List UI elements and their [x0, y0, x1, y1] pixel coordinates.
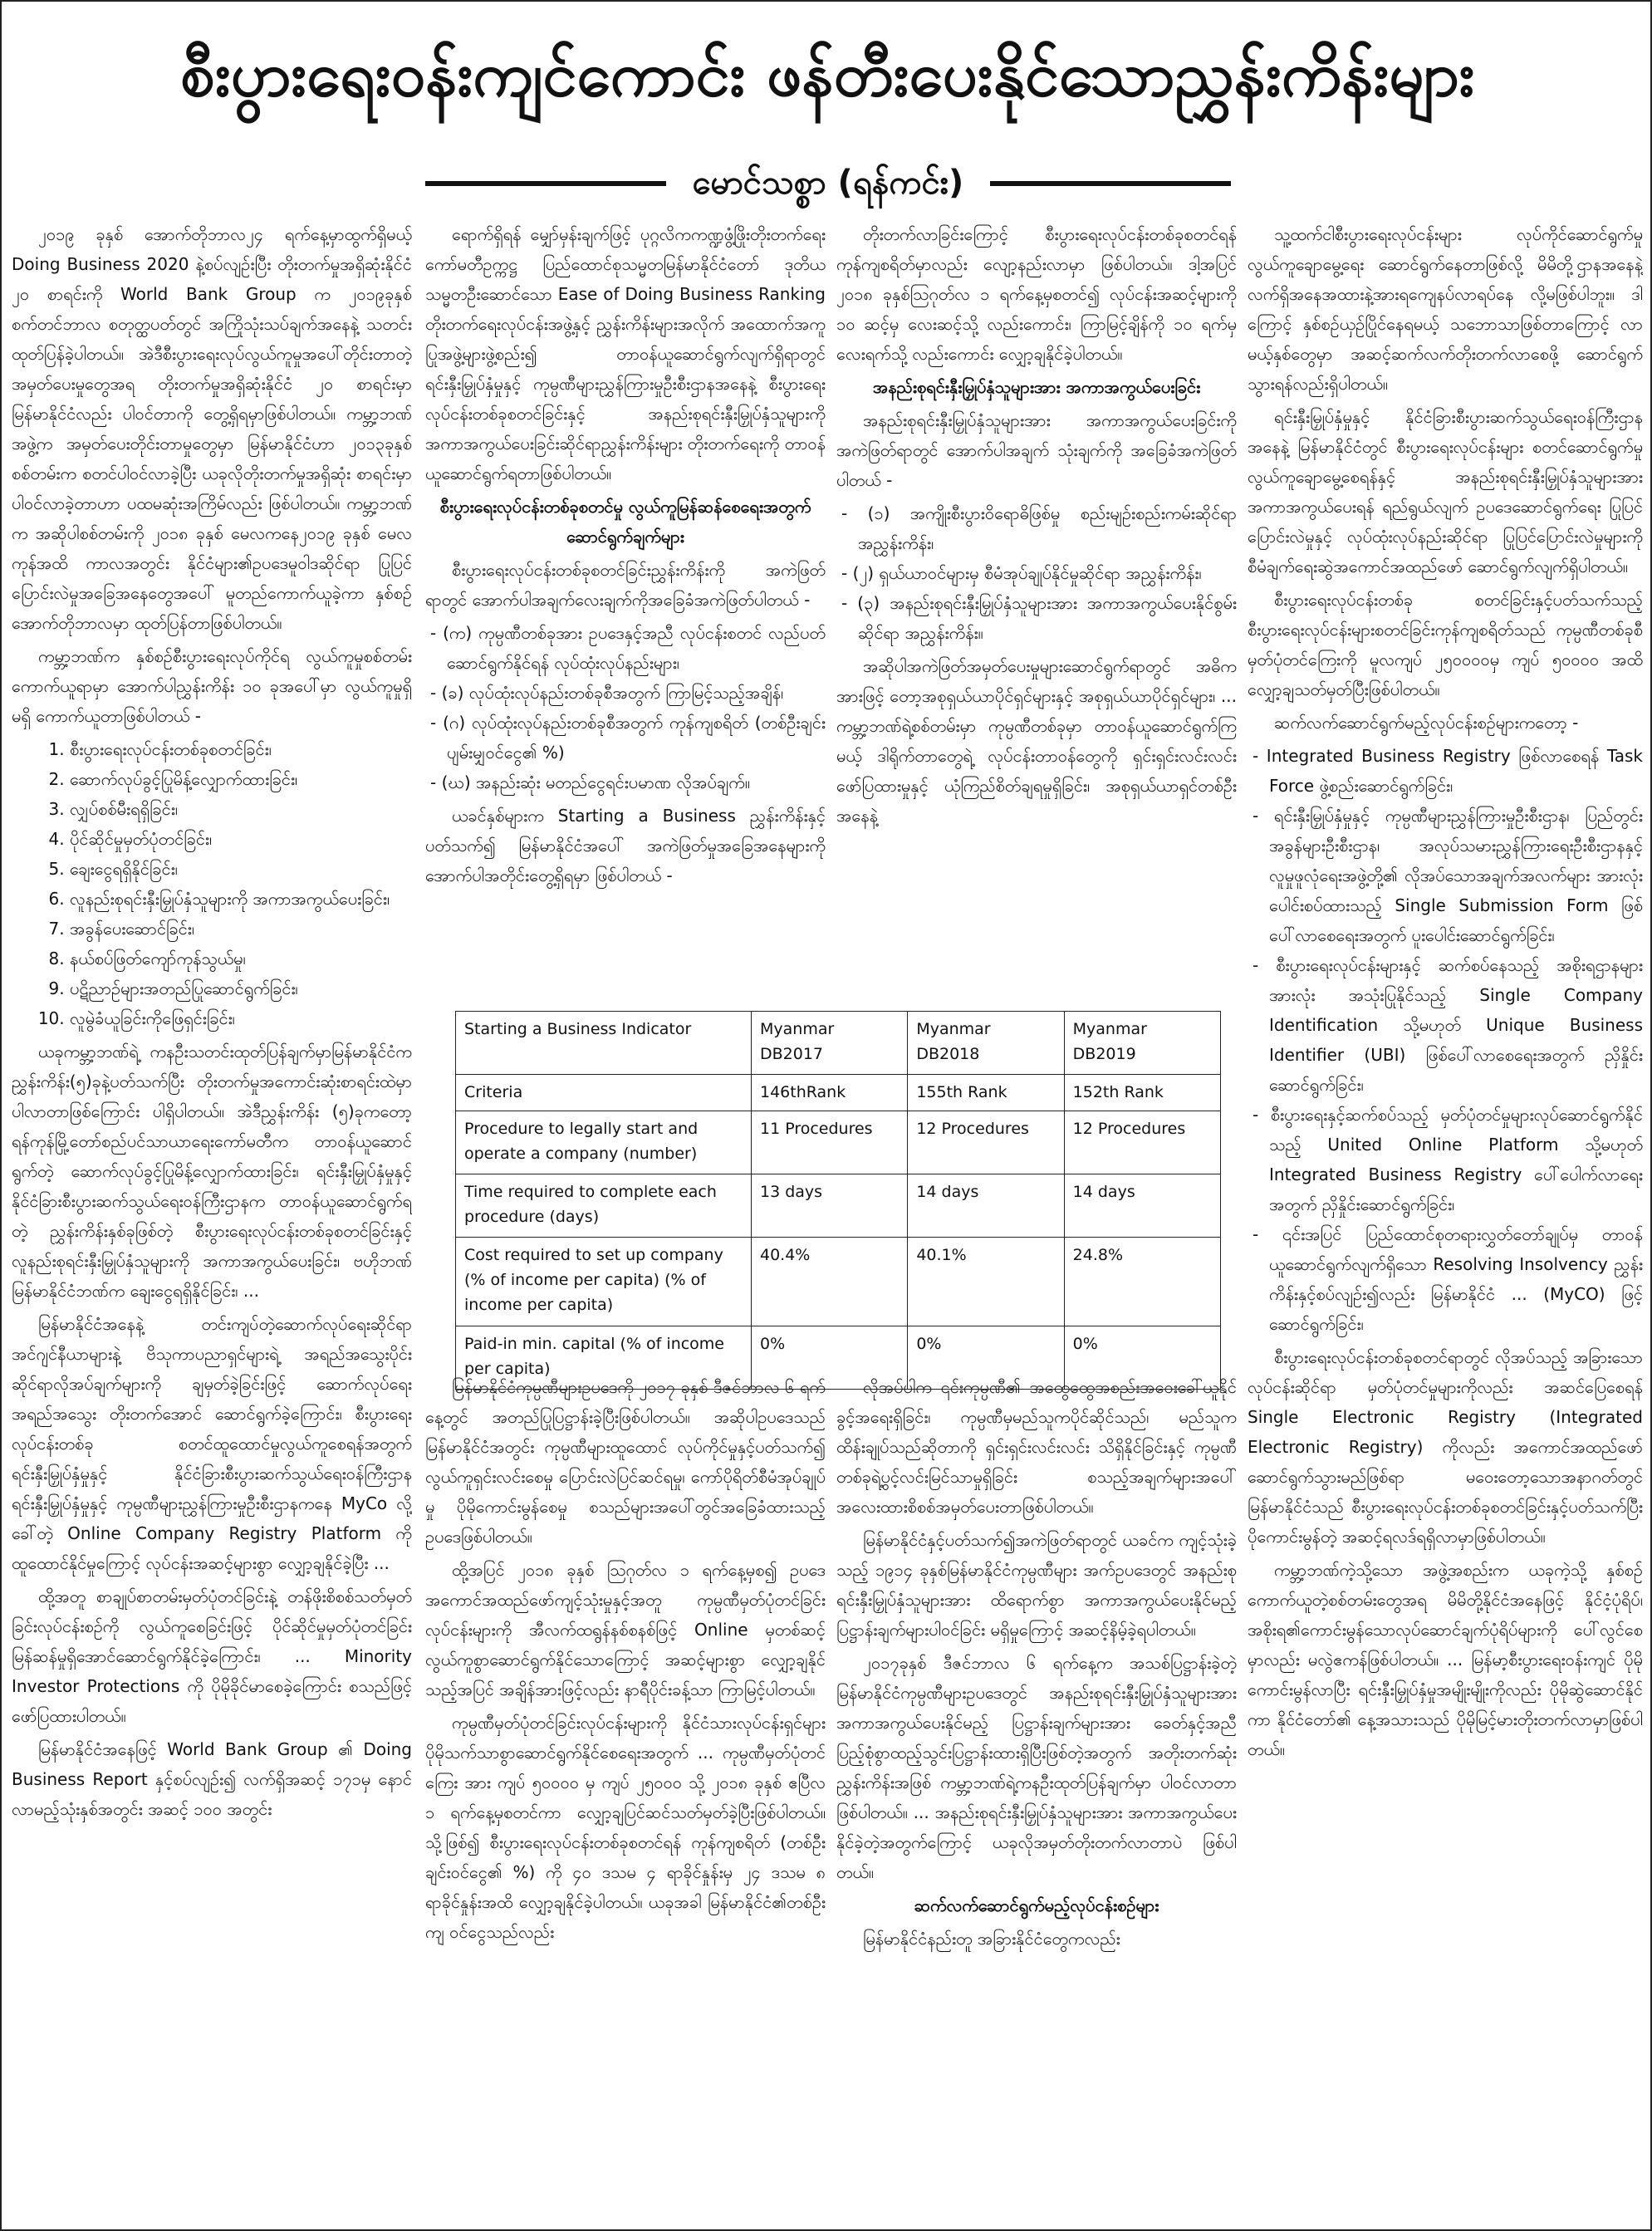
- list-item: [443, 708, 826, 767]
- paragraph: ကုမ္ပဏီမှတ်ပုံတင်ခြင်းလုပ်ငန်းများကို နိုင်ငံသားလုပ်ငန်းရှင်များ ပိုမိုသက်သာစွာဆောင်ရွက်နိုင်စေရေးအတွက် ... ကုမ္ပဏီမှတ်ပုံတင်ကြေး အား ကျပ် ၅၀၀၀၀ မှ ကျပ် ၂၅၀၀၀ သို့ ၂၀၁၈ ခုနှစ် ဧပြီလ ၁ ရက်နေ့မှစတင်ကာ လျှော့ချပြင်ဆင်သတ်မှတ်ခဲ့ပြီးဖြစ်ပါတယ်။ သို့ဖြစ်၍ စီးပွားရေးလုပ်ငန်းတစ်ခုစတင်ရန် ကုန်ကျစရိတ် (တစ်ဦးချင်းဝင်ငွေ၏ %) ကို ၄၀ ဒသမ ၄ ရာခိုင်နှုန်းမှ ၂၄ ဒသမ ၈ ရာခိုင်နှုန်းအထိ လျှော့ချနိုင်ခဲ့ပါတယ်။ ယခုအခါ မြန်မာနိုင်ငံ၏တစ်ဦးကျ ဝင်ငွေသည်လည်း: [425, 1713, 826, 1942]
- table-cell: Procedure to legally start and operate a company (number): [456, 1111, 752, 1174]
- paragraph: ယခုကမ္ဘာ့ဘဏ်ရဲ့ ကနဦးသတင်းထုတ်ပြန်ချက်မှာမြန်မာနိုင်ငံကညွှန်းကိန်း(၅)ခုနဲ့ပတ်သက်ပြီး တိုးတက်မှုအကောင်းဆုံးစာရင်းထဲမှာ ပါလာတာဖြစ်ကြောင်း ပါရှိပါတယ်။ အဲဒီညွှန်းကိန်း (၅)ခုကတော့ ရန်ကုန်မြို့တော်စည်ပင်သာယာရေးကော်မတီက တာဝန်ယူဆောင်ရွက်တဲ့ ဆောက်လုပ်ခွင့်ပြုမိန့်လျှောက်ထားခြင်း၊ ရင်းနှီးမြှုပ်နှံမှုနှင့် နိုင်ငံခြားစီးပွားဆက်သွယ်ရေးဝန်ကြီးဌာနက တာဝန်ယူဆောင်ရွက်ရတဲ့ ညွှန်းကိန်းနှစ်ခုဖြစ်တဲ့ စီးပွားရေးလုပ်ငန်းတစ်ခုစတင်ခြင်းနှင့် လူနည်းစုရင်းနှီးမြှုပ်နှံသူများကို အကာအကွယ်ပေးခြင်း၊ ဗဟိုဘဏ်မြန်မာနိုင်ငံဘဏ်က ချေးငွေရရှိနိုင်ခြင်း၊ ...: [12, 1042, 412, 1301]
- list-item: 8. နယ်စပ်ဖြတ်ကျော်ကုန်သွယ်မှု၊: [70, 944, 412, 973]
- table-header-row: [456, 1012, 1221, 1075]
- next-steps-list: [1248, 741, 1643, 1339]
- paragraph: ရောက်ရှိရန် မျှော်မှန်းချက်ဖြင့် ပုဂ္ဂလိကကဏ္ဍဖွံ့ဖြိုးတိုးတက်ရေးကော်မတီဥက္ကဋ္ဌ ပြည်ထောင်စုသမ္မတမြန်မာနိုင်ငံတော် ဒုတိယသမ္မတဦးဆောင်သော Ease of Doing Business Ranking တိုးတက်ရေးလုပ်ငန်းအဖွဲ့နှင့် ညွှန်းကိန်းများအလိုက် အထောက်အကူပြုအဖွဲ့များဖွဲ့စည်း၍ တာဝန်ယူဆောင်ရွက်လျက်ရှိရာတွင် ရင်းနှီးမြှုပ်နှံမှုနှင့် ကုမ္ပဏီများညွှန်ကြားမှုဦးစီးဌာနအနေနဲ့ စီးပွားရေးလုပ်ငန်းတစ်ခုစတင်ခြင်းနှင့် အနည်းစုရင်းနှီးမြှုပ်နှံသူများကို အကာအကွယ်ပေးခြင်းဆိုင်ရာညွှန်းကိန်းများ တိုးတက်ရေးကို တာဝန်ယူဆောင်ရွက်ရတာဖြစ်ပါတယ်။: [425, 224, 826, 483]
- subheading: အနည်းစုရင်းနှီးမြှုပ်နှံသူများအား အကာအကွယ်ပေးခြင်း: [872, 377, 1201, 397]
- byline-rule-left: [425, 181, 666, 186]
- list-item: - ရင်းနှီးမြှုပ်နှံမှုနှင့် ကုမ္ပဏီများညွှန်ကြားမှုဦးစီးဌာန၊ ပြည်တွင်းအခွန်များဦးစီးဌာန၊ အလုပ်သမားညွှန်ကြားရေးဦးစီးဌာနနှင့် လူမှုဖူလုံရေးအဖွဲ့တို့၏ လိုအပ်သောအချက်အလက်များ အားလုံးပေါင်းစပ်ထားသည့် Single Submission Form ဖြစ်ပေါ်လာစေရေးအတွက် ပူးပေါင်းဆောင်ရွက်ခြင်း၊: [1269, 801, 1643, 950]
- article-column-3-lower: [836, 1372, 1237, 2221]
- article-column-1: [12, 219, 412, 2221]
- byline-rule-right: [990, 181, 1231, 186]
- paragraph: စီးပွားရေးလုပ်ငန်းတစ်ခု စတင်ခြင်းနှင့်ပတ်သက်သည့် စီးပွားရေးလုပ်ငန်းများစတင်ခြင်းကုန်ကျစရိတ်သည် ကုမ္ပဏီတစ်ခုစီ မှတ်ပုံတင်ကြေးကို မူလကျပ် ၂၅၀၀၀၀မှ ကျပ် ၅၀၀၀၀ အထိ လျှော့ချသတ်မှတ်ပြီးဖြစ်ပါတယ်။: [1248, 590, 1643, 699]
- list-marker: (၂): [852, 563, 875, 583]
- paragraph: မြန်မာနိုင်ငံကုမ္ပဏီများဥပဒေကို ၂၀၁၇ ခုနှစ် ဒီဇင်ဘာလ ၆ ရက်နေ့တွင် အတည်ပြုပြဋ္ဌာန်းခဲ့ပြီးဖြစ်ပါတယ်။ အဆိုပါဥပဒေသည် မြန်မာနိုင်ငံအတွင်း ကုမ္ပဏီများထူထောင် လုပ်ကိုင်မှုနှင့်ပတ်သက်၍ လွယ်ကူရှင်းလင်းစေမှု ပြောင်းလဲပြင်ဆင်ရမှု၊ ကော်ပိုရိတ်စီမံအုပ်ချုပ်မှု ပိုမိုကောင်းမွန်စေမှု စသည်များအပေါ်တွင်အခြေခံထားသည့် ဥပဒေဖြစ်ပါတယ်။: [425, 1377, 826, 1547]
- article-column-2: [425, 219, 826, 992]
- article-column-3: [836, 219, 1237, 992]
- list-item: [441, 767, 826, 797]
- list-item: 1. စီးပွားရေးလုပ်ငန်းတစ်ခုစတင်ခြင်း၊: [70, 734, 412, 764]
- paragraph: စီးပွားရေးလုပ်ငန်းတစ်ခုစတင်ခြင်းညွှန်းကိန်းကို အကဲဖြတ်ရာတွင် အောက်ပါအချက်လေးချက်ကိုအခြေခံအကဲဖြတ်ပါတယ် -: [425, 560, 826, 610]
- list-marker: (ဃ): [441, 772, 471, 792]
- table-header-cell: Myanmar DB2017: [752, 1012, 908, 1075]
- paragraph: မြန်မာနိုင်ငံအနေဖြင့် World Bank Group ၏ Doing Business Report နှင့်စပ်လျဉ်း၍ လက်ရှိအဆင့် ၁၇၁မှ နောင်လာမည့်သုံးနှစ်အတွင်း အဆင့် ၁၀၀ အတွင်း: [12, 1739, 412, 1819]
- paragraph: ဆက်လက်ဆောင်ရွက်မည့်လုပ်ငန်းစဉ်များကတော့ -: [1274, 713, 1579, 733]
- table-cell: 0%: [908, 1326, 1064, 1390]
- table-row: [456, 1174, 1221, 1238]
- criteria-list: [836, 498, 1237, 648]
- table-cell: 0%: [1064, 1326, 1220, 1390]
- list-marker: (က): [443, 623, 473, 643]
- article-column-2-lower: [425, 1372, 826, 2221]
- list-marker: (ခ): [441, 683, 464, 703]
- paragraph: မြန်မာနိုင်ငံနှင့်ပတ်သက်၍အကဲဖြတ်ရာတွင် ယခင်က ကျင့်သုံးခဲ့သည့် ၁၉၁၄ ခုနှစ်မြန်မာနိုင်ငံကုမ္ပဏီများ အက်ဥပဒေတွင် အနည်းစုရင်းနှီးမြှုပ်နှံသူများအား ထိရောက်စွာ အကာအကွယ်ပေးနိုင်မည့် ပြဋ္ဌာန်းချက်များပါဝင်ခြင်း မရှိမှုကြောင့် အဆင့်နိမ့်ခဲ့ရပါတယ်။: [836, 1530, 1237, 1640]
- list-text: ရှယ်ယာဝင်များမှ စီမံအုပ်ချုပ်နိုင်မှုဆိုင်ရာ အညွှန်းကိန်း၊: [879, 563, 1202, 583]
- table-cell: 152th Rank: [1064, 1074, 1220, 1111]
- table-cell: 0%: [752, 1326, 908, 1390]
- table-cell: 40.4%: [752, 1238, 908, 1326]
- table-cell: Criteria: [456, 1074, 752, 1111]
- table-cell: 12 Procedures: [1064, 1111, 1220, 1174]
- table-cell: Time required to complete each procedure (days): [456, 1174, 752, 1238]
- table-cell: 40.1%: [908, 1238, 1064, 1326]
- paragraph: ကမ္ဘာ့ဘဏ်ကဲ့သို့သော အဖွဲ့အစည်းက ယခုကဲ့သို့ နှစ်စဉ်ကောက်ယူတဲ့စစ်တမ်းတွေအရ မိမိတို့နိုင်ငံအနေဖြင့် နိုင်ငံ့ပုံရိပ်၊ အစိုးရ၏ကောင်းမွန်သောလုပ်ဆောင်ချက်ပုံရိပ်များကို ပေါ်လွင်စေမှာလည်း မလွဲဧကန်ဖြစ်ပါတယ်။ ... မြန်မာ့စီးပွားရေးဝန်းကျင် ပိုမိုကောင်းမွန်လာပြီး ရင်းနှီးမြှုပ်နှံမှုအမျိုးမျိုးကိုလည်း ပိုမိုဆွဲဆောင်နိုင်ကာ နိုင်ငံတော်၏ နေ့အသားသည် ပိုမိုမြင့်မားတိုးတက်လာမှာဖြစ်ပါတယ်။: [1248, 1560, 1643, 1759]
- table-cell: 146thRank: [752, 1074, 908, 1111]
- paragraph: လိုအပ်ပါက ၎င်းကုမ္ပဏီ၏ အထွေထွေအစည်းအဝေးခေါ်ယူနိုင်ခွင့်အရေးရှိခြင်း၊ ကုမ္ပဏီမှမည်သူကပိုင်ဆိုင်သည်၊ မည်သူကထိန်းချုပ်သည်ဆိုတာကို ရှင်းရှင်းလင်းလင်း သိရှိနိုင်ခြင်းနှင့် ကုမ္ပဏီတစ်ခုရဲ့ပွင့်လင်းမြင်သာမှုရှိခြင်း စသည့်အချက်များအပေါ် အလေးထားစိစစ်အမှတ်ပေးတာဖြစ်ပါတယ်။: [836, 1377, 1237, 1517]
- paragraph: ထို့အတူ စာချုပ်စာတမ်းမှတ်ပုံတင်ခြင်းနဲ့ တန်ဖိုးစိစစ်သတ်မှတ်ခြင်းလုပ်ငန်းစဉ်ကို လွယ်ကူစေခြင်းဖြင့် ပိုင်ဆိုင်မှုမှတ်ပုံတင်ခြင်း မြန်ဆန်မှုရှိအောင်ဆောင်ရွက်နိုင်ခဲ့ကြောင်း၊ ... Minority Investor Protections ကို ပိုမိုခိုင်မာစေခဲ့ကြောင်း စသည်ဖြင့်ဖော်ပြထားပါတယ်။: [12, 1586, 412, 1726]
- paragraph: အဆိုပါအကဲဖြတ်အမှတ်ပေးမှုများဆောင်ရွက်ရာတွင် အဓိကအားဖြင့် တော့အစုရှယ်ယာပိုင်ရှင်များနှင့် အစုရှယ်ယာပိုင်ရှင်များ၊ ... ကမ္ဘာ့ဘဏ်ရဲ့စစ်တမ်းမှာ ကုမ္ပဏီတစ်ခုမှာ တာဝန်ယူဆောင်ရွက်ကြမယ့် ဒါရိုက်တာတွေရဲ့ လုပ်ငန်းတာဝန်တွေကို ရှင်းရှင်းလင်းလင်းဖော်ပြထားမှုနှင့် ယုံကြည်စိတ်ချရမှုရှိခြင်း၊ အစုရှယ်ယာရှင်တစ်ဦးအနေနဲ့: [836, 656, 1237, 826]
- table-header-cell: Myanmar DB2018: [908, 1012, 1064, 1075]
- table-row: [456, 1111, 1221, 1174]
- list-item: - Integrated Business Registry ဖြစ်လာစေရန် Task Force ဖွဲ့စည်းဆောင်ရွက်ခြင်း၊: [1269, 741, 1643, 801]
- table-cell: 13 days: [752, 1174, 908, 1238]
- paragraph: တိုးတက်လာခြင်းကြောင့် စီးပွားရေးလုပ်ငန်းတစ်ခုစတင်ရန် ကုန်ကျစရိတ်မှာလည်း လျော့နည်းလာမှာ ဖြစ်ပါတယ်။ ဒါ့အပြင် ၂၀၁၈ ခုနှစ်ဩဂုတ်လ ၁ ရက်နေ့မှစတင်၍ လုပ်ငန်းအဆင့်များကို ၁၀ ဆင့်မှ လေးဆင့်သို့ လည်းကောင်း၊ ကြာမြင့်ချိန်ကို ၁၀ ရက်မှ လေးရက်သို့ လည်းကောင်း လျှော့ချနိုင်ခဲ့ပါတယ်။: [836, 224, 1237, 364]
- list-item: 5. ချေးငွေရရှိနိုင်ခြင်း၊: [70, 854, 412, 884]
- list-item: [443, 618, 826, 678]
- list-marker: (၃): [857, 593, 880, 613]
- list-item: 3. လျှပ်စစ်မီးရရှိခြင်း၊: [70, 794, 412, 824]
- table-cell: 14 days: [908, 1174, 1064, 1238]
- list-item: 4. ပိုင်ဆိုင်မှုမှတ်ပုံတင်ခြင်း၊: [70, 824, 412, 854]
- list-item: 9. ပဋိညာဉ်များအတည်ပြုဆောင်ရွက်ခြင်း၊: [70, 973, 412, 1003]
- paragraph: ထို့အပြင် ၂၀၁၈ ခုနှစ် ဩဂုတ်လ ၁ ရက်နေ့မှစ၍ ဥပဒေအကောင်အထည်ဖော်ကျင့်သုံးမှုနှင့်အတူ ကုမ္ပဏီမှတ်ပုံတင်ခြင်းလုပ်ငန်းများကို အီလက်ထရွန်နစ်စနစ်ဖြင့် Online မှတစ်ဆင့် လွယ်ကူစွာဆောင်ရွက်နိုင်သောကြောင့် အဆင့်များစွာ လျှော့ချနိုင်သည့်အပြင် အချိန်အားဖြင့်လည်း နာရီပိုင်းခန့်သာ ကြာမြင့်ပါတယ်။: [425, 1560, 826, 1699]
- headline: စီးပွားရေးဝန်းကျင်ကောင်း ဖန်တီးပေးနိုင်သောညွှန်းကိန်းများ: [180, 39, 1475, 110]
- list-item: [858, 498, 1237, 558]
- table-cell: 155th Rank: [908, 1074, 1064, 1111]
- paragraph: အနည်းစုရင်းနှီးမြှုပ်နှံသူများအား အကာအကွယ်ပေးခြင်းကို အကဲဖြတ်ရာတွင် အောက်ပါအချက် သုံးချက်ကို အခြေခံအကဲဖြတ်ပါတယ် -: [836, 410, 1237, 490]
- list-text: အနည်းဆုံး မတည်ငွေရင်းပမာဏ လိုအပ်ချက်။: [476, 772, 750, 792]
- table-cell: 11 Procedures: [752, 1111, 908, 1174]
- list-item: [441, 678, 826, 708]
- indicator-table: [455, 1011, 1221, 1390]
- list-item: 2. ဆောက်လုပ်ခွင့်ပြုမိန့်လျှောက်ထားခြင်း၊: [70, 764, 412, 794]
- table-cell: 14 days: [1064, 1174, 1220, 1238]
- paragraph: ယခင်နှစ်များက Starting a Business ညွှန်းကိန်းနှင့်ပတ်သက်၍ မြန်မာနိုင်ငံအပေါ် အကဲဖြတ်မှုအခြေအနေများကို အောက်ပါအတိုင်းတွေ့ရှိရမှာ ဖြစ်ပါတယ် -: [425, 806, 826, 885]
- table-cell: 12 Procedures: [908, 1111, 1064, 1174]
- table-cell: Paid-in min. capital (% of income per capita): [456, 1326, 752, 1390]
- list-item: 7. အခွန်ပေးဆောင်ခြင်း၊: [70, 914, 412, 944]
- paragraph: စီးပွားရေးလုပ်ငန်းတစ်ခုစတင်ရာတွင် လိုအပ်သည့် အခြားသောလုပ်ငန်းဆိုင်ရာ မှတ်ပုံတင်မှုများကိုလည်း အဆင်ပြေစေရန် Single Electronic Registry (Integrated Electronic Registry) ကိုလည်း အကောင်အထည်ဖော်ဆောင်ရွက်သွားမည်ဖြစ်ရာ မဝေးတော့သောအနာဂတ်တွင် မြန်မာနိုင်ငံသည် စီးပွားရေးလုပ်ငန်းတစ်ခုစတင်ခြင်းနှင့်ပတ်သက်ပြီး ပိုကောင်းမွန်တဲ့ အဆင့်ရလဒ်ရရှိလာမှာဖြစ်ပါတယ်။: [1248, 1347, 1643, 1547]
- list-text: အကျိုးစီးပွားဝိရောဓိဖြစ်မှု စည်းမျဉ်းစည်းကမ်းဆိုင်ရာ အညွှန်းကိန်း၊: [858, 503, 1237, 553]
- article-column-4: [1248, 219, 1643, 2221]
- table-header-cell: Myanmar DB2019: [1064, 1012, 1220, 1075]
- paragraph: ရင်းနှီးမြှုပ်နှံမှုနှင့် နိုင်ငံခြားစီးပွားဆက်သွယ်ရေးဝန်ကြီးဌာနအနေနဲ့ မြန်မာနိုင်ငံတွင် စီးပွားရေးလုပ်ငန်းများ စတင်ဆောင်ရွက်မှု လွယ်ကူချောမွေ့စေရန်နှင့် အနည်းစုရင်းနှီးမြှုပ်နှံသူများအား အကာအကွယ်ပေးရန် ရည်ရွယ်လျက် ဥပဒေဆောင်ရွက်ရေး ပြုပြင်ပြောင်းလဲမှုနှင့် လုပ်ထုံးလုပ်နည်းဆိုင်ရာ ပြုပြင်ပြောင်းလဲမှုများကို စီမံချက်ရေးဆွဲအကောင်အထည်ဖော် ဆောင်ရွက်လျက်ရှိပါတယ်။: [1248, 407, 1643, 576]
- table-cell: 24.8%: [1064, 1238, 1220, 1326]
- list-text: လုပ်ထုံးလုပ်နည်းတစ်ခုစီအတွက် ကုန်ကျစရိတ် (တစ်ဦးချင်းပျမ်းမျှဝင်ငွေ၏ %): [447, 713, 826, 762]
- byline: [2, 153, 1652, 211]
- list-item: - စီးပွားရေးလုပ်ငန်းများနှင့် ဆက်စပ်နေသည့် အစိုးရဌာနများအားလုံး အသုံးပြုနိုင်သည့် Single Company Identification သို့မဟုတ် Unique Business Identifier (UBI) ဖြစ်ပေါ်လာစေရေးအတွက် ညှိနှိုင်းဆောင်ရွက်ခြင်း၊: [1269, 950, 1643, 1100]
- paragraph: ၂၀၁၇ခုနှစ် ဒီဇင်ဘာလ ၆ ရက်နေ့က အသစ်ပြဋ္ဌာန်းခဲ့တဲ့ မြန်မာနိုင်ငံကုမ္ပဏီများဥပဒေတွင် အနည်းစုရင်းနှီးမြှုပ်နှံသူများအား အကာအကွယ်ပေးနိုင်မည့် ပြဋ္ဌာန်းချက်များအား ခေတ်နှင့်အညီ ပြည့်စုံစွာထည့်သွင်းပြဋ္ဌာန်းထားရှိပြီးဖြစ်တဲ့အတွက် အတိုးတက်ဆုံးညွှန်းကိန်းအဖြစ် ကမ္ဘာ့ဘဏ်ရဲ့ကနဦးထုတ်ပြန်ချက်မှာ ပါဝင်လာတာဖြစ်ပါတယ်။ ... အနည်းစုရင်းနှီးမြှုပ်နှံသူများအား အကာအကွယ်ပေးနိုင်ခဲ့တဲ့အတွက်ကြောင့် ယခုလိုအမှတ်တိုးတက်လာတာပဲ ဖြစ်ပါတယ်။: [836, 1653, 1237, 1882]
- subheading: စီးပွားရေးလုပ်ငန်းတစ်ခုစတင်မှု လွယ်ကူမြန်ဆန်စေရေးအတွက် ဆောင်ရွက်ချက်များ: [439, 497, 811, 547]
- list-item: [858, 588, 1237, 648]
- criteria-list: [425, 618, 826, 797]
- byline-author: မောင်သစ္စာ (ရန်ကင်း): [692, 164, 964, 202]
- list-item: 6. လူနည်းစုရင်းနှီးမြှုပ်နှံသူများကို အကာအကွယ်ပေးခြင်း၊: [70, 884, 412, 914]
- table-row: [456, 1238, 1221, 1326]
- subheading: ဆက်လက်ဆောင်ရွက်မည့်လုပ်ငန်းစဉ်များ: [914, 1895, 1159, 1915]
- list-item: - စီးပွားရေးနှင့်ဆက်စပ်သည့် မှတ်ပုံတင်မှုများလုပ်ဆောင်ရွက်နိုင်သည့် United Online Platform သို့မဟုတ် Integrated Business Registry ပေါ်ပေါက်လာရေးအတွက် ညှိနှိုင်းဆောင်ရွက်ခြင်း၊: [1269, 1100, 1643, 1219]
- table-row: [456, 1074, 1221, 1111]
- table-cell: Cost required to set up company (% of income per capita) (% of income per capita): [456, 1238, 752, 1326]
- table-header-cell: Starting a Business Indicator: [456, 1012, 752, 1075]
- list-marker: (ဂ): [443, 713, 466, 733]
- paragraph: မြန်မာနိုင်ငံနည်းတူ အခြားနိုင်ငံတွေကလည်း: [863, 1929, 1120, 1949]
- paragraph: မြန်မာနိုင်ငံအနေနဲ့ တင်းကျပ်တဲ့ဆောက်လုပ်ရေးဆိုင်ရာအင်ဂျင်နီယာများနဲ့ ဗိသုကာပညာရှင်များရဲ့ အရည်အသွေးပိုင်းဆိုင်ရာလိုအပ်ချက်များကို ချမှတ်ခဲ့ခြင်းဖြင့် ဆောက်လုပ်ရေးအရည်အသွေး တိုးတက်အောင် ဆောင်ရွက်ခဲ့ကြောင်း၊ စီးပွားရေးလုပ်ငန်းတစ်ခု စတင်ထူထောင်မှုလွယ်ကူစေရန်အတွက် ရင်းနှီးမြှုပ်နှံမှုနှင့် နိုင်ငံခြားစီးပွားဆက်သွယ်ရေးဝန်ကြီးဌာန ရင်းနှီးမြှုပ်နှံမှုနှင့် ကုမ္ပဏီများညွှန်ကြားမှုဦးစီးဌာနကနေ MyCo လို့ခေါ်တဲ့ Online Company Registry Platform ကိုထူထောင်နိုင်မှုကြောင့် လုပ်ငန်းအဆင့်များစွာ လျှော့ချနိုင်ခဲ့ပြီး ...: [12, 1314, 412, 1573]
- list-text: လုပ်ထုံးလုပ်နည်းတစ်ခုစီအတွက် ကြာမြင့်သည့်အချိန်၊: [468, 683, 784, 703]
- indicator-list: [12, 734, 412, 1033]
- paragraph: ကမ္ဘာ့ဘဏ်က နှစ်စဉ်စီးပွားရေးလုပ်ကိုင်ရ လွယ်ကူမှုစစ်တမ်းကောက်ယူရာမှာ အောက်ပါညွှန်းကိန်း ၁၀ ခုအပေါ်မှာ လွယ်ကူမှုရှိ မရှိ ကောက်ယူတာဖြစ်ပါတယ် -: [12, 646, 412, 726]
- list-text: ကုမ္ပဏီတစ်ခုအား ဥပဒေနှင့်အညီ လုပ်ငန်းစတင် လည်ပတ်ဆောင်ရွက်နိုင်ရန် လုပ်ထုံးလုပ်နည်းများ၊: [447, 623, 826, 673]
- list-item: 10. လူမွဲခံယူခြင်းကိုဖြေရှင်းခြင်း၊: [70, 1003, 412, 1033]
- paragraph: သူ့ထက်ငါစီးပွားရေးလုပ်ငန်းများ လုပ်ကိုင်ဆောင်ရွက်မှု လွယ်ကူချောမွေ့ရေး ဆောင်ရွက်နေတာဖြစ်လို့ မိမိတို့ဌာနအနေနဲ့ လက်ရှိအနေအထားနဲ့အားရကျေနပ်လာရပ်နေ လို့မဖြစ်ပါဘူး။ ဒါကြောင့် နှစ်စဉ်ယှဉ်ပြိုင်နေရမယ့် သဘောသာဖြစ်တာကြောင့် လာမယ့်နှစ်တွေမှာ အဆင့်ဆက်လက်တိုးတက်လာစေဖို့ ဆောင်ရွက်သွားရန်လည်းရှိပါတယ်။: [1248, 224, 1643, 394]
- list-item: [852, 558, 1237, 588]
- paragraph: ၂၀၁၉ ခုနှစ် အောက်တိုဘာလ၂၄ ရက်နေ့မှာထွက်ရှိမယ့် Doing Business 2020 နဲ့စပ်လျဉ်းပြီး တိုးတက်မှုအရှိဆုံးနိုင်ငံ ၂၀ စာရင်းကို World Bank Group က ၂၀၁၉ခုနှစ် စက်တင်ဘာလ စတုတ္ထပတ်တွင် အကြိုသုံးသပ်ချက်အနေနဲ့ သတင်းထုတ်ပြန်ခဲ့ပါတယ်။ အဲဒီစီးပွားရေးလုပ်လွယ်ကူမှုအပေါ်တိုင်းတာတဲ့ အမှတ်ပေးမှုတွေအရ တိုးတက်မှုအရှိဆုံးနိုင်ငံ ၂၀ စာရင်းမှာ မြန်မာနိုင်ငံလည်း ပါဝင်တာကို တွေ့ရှိရမှာဖြစ်ပါတယ်။ ကမ္ဘာ့ဘဏ်အဖွဲ့က အမှတ်ပေးတိုင်းတာမှုတွေမှာ မြန်မာနိုင်ငံဟာ ၂၀၁၃ခုနှစ် စစ်တမ်းက စတင်ပါဝင်လာခဲ့ပြီး ယခုလိုတိုးတက်မှုအရှိဆုံး စာရင်းမှာ ပါဝင်လာခဲ့တာဟာ ပထမဆုံးအကြိမ်လည်း ဖြစ်ပါတယ်။ ကမ္ဘာ့ဘဏ်က အဆိုပါစစ်တမ်းကို ၂၀၁၈ ခုနှစ် မေလကနေ၂၀၁၉ ခုနှစ် မေလကုန်အထိ ကာလအတွင်း နိုင်ငံများ၏ဥပဒေမူဝါဒဆိုင်ရာ ပြုပြင်ပြောင်းလဲမှုအခြေအနေတွေအပေါ် မူတည်ကောက်ယူခဲ့ကာ နှစ်စဉ်အောက်တိုဘာလမှာ ထုတ်ပြန်တာဖြစ်ပါတယ်။: [12, 224, 412, 633]
- list-text: အနည်းစုရင်းနှီးမြှုပ်နှံသူများအား အကာအကွယ်ပေးနိုင်စွမ်းဆိုင်ရာ အညွှန်းကိန်း။: [858, 593, 1237, 643]
- list-marker: (၁): [867, 503, 890, 523]
- list-item: - ၎င်းအပြင် ပြည်ထောင်စုတရားလွှတ်တော်ချုပ်မှ တာဝန်ယူဆောင်ရွက်လျက်ရှိသော Resolving Insolvency ညွှန်းကိန်းနှင့်စပ်လျဉ်း၍လည်း မြန်မာနိုင်ငံ ... (MyCO) ဖြင့်ဆောင်ရွက်ခြင်း၊: [1269, 1219, 1643, 1339]
